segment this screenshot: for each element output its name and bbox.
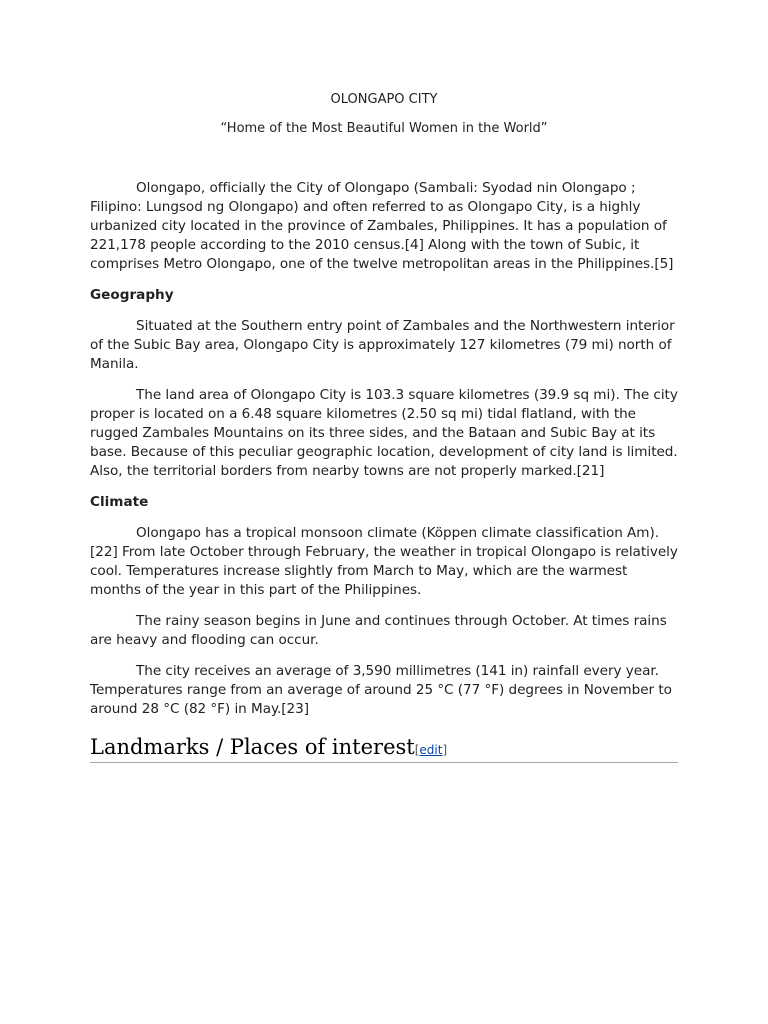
climate-paragraph-3: The city receives an average of 3,590 millimetres (141 in) rainfall every year. Temperatures range from an average of around 25 °C (77 °F) degrees in November to around 28 °C (82 °F) in May.[23] — [90, 663, 672, 717]
document-subtitle: “Home of the Most Beautiful Women in the World” — [220, 121, 548, 136]
document-page — [90, 90, 678, 763]
edit-section-link-wrapper — [415, 743, 447, 757]
landmarks-heading: Landmarks / Places of interest — [90, 735, 415, 759]
climate-paragraph-1: Olongapo has a tropical monsoon climate (Köppen climate classification Am).[22] From late October through February, the weather in tropical Olongapo is relatively cool. Temperatures increase slightly from March to May, which are the warmest months of the year in this part of the Philippines. — [90, 525, 678, 598]
climate-heading: Climate — [90, 494, 149, 510]
climate-paragraph-2: The rainy season begins in June and continues through October. At times rains are heavy and flooding can occur. — [90, 613, 667, 648]
edit-bracket-open: [ — [414, 743, 420, 757]
document-title: OLONGAPO CITY — [330, 92, 438, 107]
intro-paragraph: Olongapo, officially the City of Olongapo (Sambali: Syodad nin Olongapo ; Filipino: Lungsod ng Olongapo) and often referred to as Olongapo City, is a highly urbanized city located in the province of Zambales, Philippines. It has a population of 221,178 people according to the 2010 census.[4] Along with the town of Subic, it comprises Metro Olongapo, one of the twelve metropolitan areas in the Philippines.[5] — [90, 180, 674, 272]
edit-link[interactable]: edit — [419, 743, 443, 757]
geography-heading: Geography — [90, 287, 174, 303]
geography-paragraph-2: The land area of Olongapo City is 103.3 square kilometres (39.9 sq mi). The city proper is located on a 6.48 square kilometres (2.50 sq mi) tidal flatland, with the rugged Zambales Mountains on its three sides, and the Bataan and Subic Bay at its base. Because of this peculiar geographic location, development of city land is limited. Also, the territorial borders from nearby towns are not properly marked.[21] — [90, 387, 678, 479]
geography-paragraph-1: Situated at the Southern entry point of Zambales and the Northwestern interior of the Subic Bay area, Olongapo City is approximately 127 kilometres (79 mi) north of Manila. — [90, 318, 675, 372]
landmarks-section-header — [90, 733, 678, 763]
edit-bracket-close: ] — [442, 743, 448, 757]
